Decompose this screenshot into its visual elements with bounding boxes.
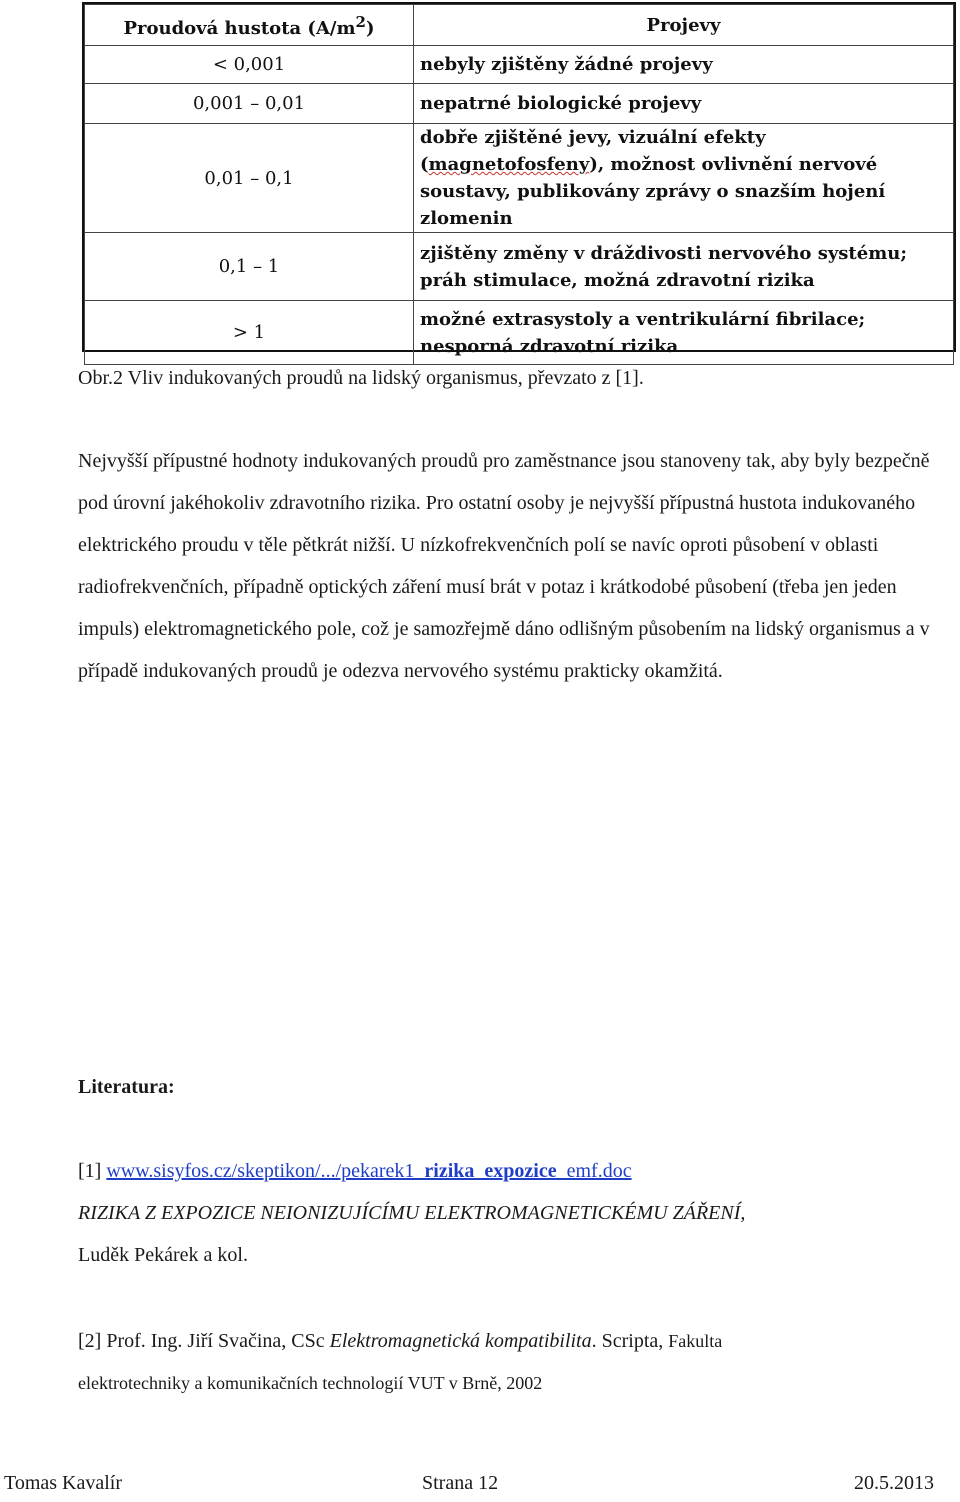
header-col1-sup: 2 (355, 12, 366, 31)
literature-heading: Literatura: (78, 1076, 175, 1098)
effect-cell: zjištěny změny v dráždivosti nervového systému; práh stimulace, možná zdravotní rizika (414, 233, 954, 301)
table-row (85, 301, 954, 365)
ref2-prefix: [2] Prof. Ing. Jiří Svačina, CSc (78, 1330, 330, 1352)
ref2-mid: . Scripta, (591, 1330, 669, 1352)
ref1-link-part-c: _emf.doc (556, 1160, 632, 1182)
footer-author: Tomas Kavalír (4, 1472, 123, 1494)
reference-1 (78, 1150, 938, 1276)
footer-date: 20.5.2013 (854, 1472, 934, 1494)
table-header-row (85, 5, 954, 46)
ref2-title: Elektromagnetická kompatibilita (329, 1330, 592, 1352)
figure-table (82, 2, 956, 357)
ref1-link[interactable] (106, 1160, 631, 1182)
reference-2 (78, 1320, 938, 1404)
header-effects: Projevy (414, 5, 954, 46)
footer-page-number: Strana 12 (422, 1472, 499, 1494)
header-col1-text: Proudová hustota (A/m (123, 17, 356, 39)
ref1-title: RIZIKA Z EXPOZICE NEIONIZUJÍCÍMU ELEKTROMAGNETICKÉMU ZÁŘENÍ, (78, 1202, 746, 1224)
effect-cell: možné extrasystoly a ventrikulární fibrilace; nesporná zdravotní rizika (414, 301, 954, 365)
ref1-link-part-a: www.sisyfos.cz/skeptikon/.../pekarek1 (106, 1160, 415, 1182)
density-cell: 0,001 – 0,01 (85, 84, 414, 124)
ref1-link-part-b: _rizika_expozice (414, 1160, 557, 1182)
ref2-tail2: elektrotechniky a komunikačních technologií VUT v Brně, 2002 (78, 1373, 543, 1393)
effect-cell: nebyly zjištěny žádné projevy (414, 46, 954, 84)
density-cell: 0,1 – 1 (85, 233, 414, 301)
table-row (85, 233, 954, 301)
header-current-density (85, 5, 414, 46)
effect-text-a: dobře zjištěné jevy, vizuální efekty ( (420, 127, 766, 175)
effect-cell (414, 124, 954, 233)
page-footer (0, 1472, 960, 1502)
density-cell: 0,01 – 0,1 (85, 124, 414, 233)
density-cell: < 0,001 (85, 46, 414, 84)
ref1-authors: Luděk Pekárek a kol. (78, 1244, 248, 1266)
effect-text-b: ), možnost ovlivnění nervové soustavy, publikovány zprávy o snazším hojení zlomenin (420, 154, 886, 229)
table-row (85, 46, 954, 84)
figure-caption: Obr.2 Vliv indukovaných proudů na lidský organismus, převzato z [1]. (78, 367, 644, 389)
header-col1-end: ) (365, 17, 375, 39)
current-density-table (84, 4, 954, 365)
ref1-number: [1] (78, 1160, 107, 1182)
table-row (85, 124, 954, 233)
effect-spellcheck-word: magnetofosfeny (428, 154, 590, 175)
effect-cell: nepatrné biologické projevy (414, 84, 954, 124)
body-paragraph: Nejvyšší přípustné hodnoty indukovaných proudů pro zaměstnance jsou stanoveny tak, aby byly bezpečně pod úrovní jakéhokoliv zdravotního rizika. Pro ostatní osoby je nejvyšší přípustná hustota indukovaného elektrického proudu v těle pětkrát nižší. U nízkofrekvenčních polí se navíc oproti působení v oblasti radiofrekvenčních, případně optických záření musí brát v potaz i krátkodobé působení (třeba jen jeden impuls) elektromagnetického pole, což je samozřejmě dáno odlišným působením na lidský organismus a v případě indukovaných proudů je odezva nervového systému prakticky okamžitá. (78, 450, 930, 682)
ref2-tail1: Fakulta (668, 1331, 723, 1351)
density-cell: > 1 (85, 301, 414, 365)
table-row (85, 84, 954, 124)
